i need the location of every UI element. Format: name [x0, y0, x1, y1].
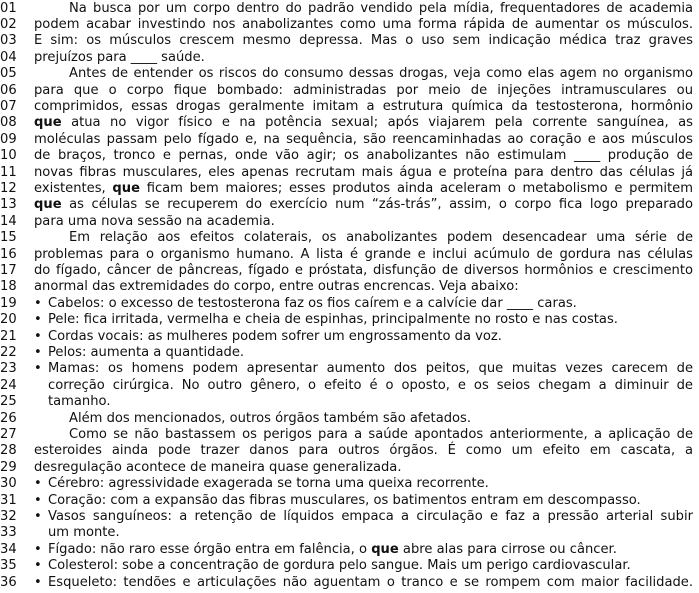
text-line	[0, 181, 699, 197]
text-line	[0, 99, 699, 115]
text-line	[0, 460, 699, 476]
line-text-body: esteroides ainda pode trazer danos para outros órgãos. É como um efeito em cascata, a	[34, 443, 693, 459]
line-number: 29	[0, 459, 17, 475]
line-text-body: novas fibras musculares, eles apenas recrutam mais água e proteína para dentro das células já	[34, 164, 693, 180]
line-text	[34, 329, 693, 345]
line-number: 34	[0, 541, 17, 557]
line-text-body: Pelos: aumenta a quantidade.	[48, 344, 245, 360]
line-number: 03	[0, 33, 17, 49]
line-number: 09	[0, 131, 17, 147]
text-line	[0, 1, 699, 17]
line-number: 35	[0, 558, 17, 574]
line-text	[34, 296, 693, 312]
line-number: 05	[0, 66, 17, 82]
line-number: 14	[0, 213, 17, 229]
line-text	[34, 345, 693, 361]
text-line	[0, 411, 699, 427]
line-text-body: Na busca por um corpo dentro do padrão vendido pela mídia, frequentadores de academia	[69, 0, 693, 16]
line-text	[34, 427, 693, 443]
text-line	[0, 165, 699, 181]
line-text	[48, 525, 693, 541]
line-text	[34, 230, 693, 246]
line-text-body: de braços, tronco e pernas, onde vão agir; os anabolizantes não estimulam ____ produção de	[34, 148, 693, 164]
line-text-body: E sim: os músculos crescem mesmo depressa. Mas o uso sem indicação médica traz graves	[34, 33, 693, 49]
text-line	[0, 558, 699, 574]
bold-que: que	[34, 115, 62, 131]
line-text-body: ficam bem maiores; esses produtos ainda aceleram o metabolismo e permitem	[139, 180, 693, 196]
line-text-body: tamanho.	[48, 394, 111, 410]
line-number: 10	[0, 148, 17, 164]
line-text	[34, 115, 693, 131]
line-text-body: Cérebro: agressividade exagerada se torna uma queixa recorrente.	[48, 476, 489, 492]
line-text	[34, 361, 693, 377]
line-text-body: anormal das extremidades do corpo, entre outras encrencas. Veja abaixo:	[34, 279, 519, 295]
text-line	[0, 476, 699, 492]
line-number: 19	[0, 295, 17, 311]
line-text-body: Vasos sanguíneos: a retenção de líquidos empaca a circulação e faz a pressão arterial subir	[48, 508, 693, 524]
text-line	[0, 214, 699, 230]
line-text	[34, 132, 693, 148]
line-text-body: Como se não bastassem os perigos para a saúde apontados anteriormente, a aplicação de	[69, 426, 693, 442]
line-text-body: do fígado, câncer de pâncreas, fígado e próstata, disfunção de diversos hormônios e crescimento	[34, 262, 693, 278]
line-text-body: Antes de entender os riscos do consumo dessas drogas, veja como elas agem no organismo	[69, 66, 693, 82]
line-text-body: Esqueleto: tendões e articulações não aguentam o tranco e se rompem com maior facilidade.	[48, 574, 693, 590]
line-text	[48, 378, 693, 394]
text-line	[0, 329, 699, 345]
line-text	[34, 509, 693, 525]
line-text	[34, 50, 693, 66]
line-text	[34, 214, 693, 230]
line-text-body: moléculas passam pelo fígado e, na sequência, são reencaminhadas ao coração e aos músculos	[34, 131, 693, 147]
line-text	[34, 460, 693, 476]
line-number: 32	[0, 508, 17, 524]
line-number: 13	[0, 197, 17, 213]
line-text	[34, 1, 693, 17]
line-text-body: Coração: com a expansão das fibras musculares, os batimentos entram em descompasso.	[48, 492, 641, 508]
line-text	[34, 17, 693, 33]
text-line	[0, 279, 699, 295]
line-number: 24	[0, 377, 17, 393]
text-line	[0, 361, 699, 377]
line-text	[34, 99, 693, 115]
line-text	[34, 279, 693, 295]
text-line	[0, 115, 699, 131]
line-number: 27	[0, 426, 17, 442]
line-number: 01	[0, 0, 17, 16]
line-text-body: para uma nova sessão na academia.	[34, 213, 275, 229]
line-text	[48, 394, 693, 410]
line-number: 18	[0, 279, 17, 295]
text-line	[0, 493, 699, 509]
line-text	[34, 312, 693, 328]
line-text	[34, 33, 693, 49]
line-text-body: abre alas para cirrose ou câncer.	[398, 541, 617, 557]
line-text	[34, 148, 693, 164]
line-text	[34, 181, 693, 197]
line-text-body: um monte.	[48, 525, 120, 541]
bold-que: que	[34, 197, 62, 213]
line-number: 31	[0, 492, 17, 508]
line-text	[34, 263, 693, 279]
bold-que: que	[112, 180, 140, 196]
text-line	[0, 525, 699, 541]
line-number: 33	[0, 525, 17, 541]
text-line	[0, 345, 699, 361]
line-number: 12	[0, 180, 17, 196]
text-line	[0, 197, 699, 213]
text-line	[0, 296, 699, 312]
text-line	[0, 132, 699, 148]
line-number: 22	[0, 344, 17, 360]
line-number: 15	[0, 230, 17, 246]
text-line	[0, 443, 699, 459]
line-number: 04	[0, 49, 17, 65]
line-text	[34, 443, 693, 459]
line-text-body: Em relação aos efeitos colaterais, os anabolizantes podem desencadear uma série de	[69, 230, 693, 246]
text-line	[0, 148, 699, 164]
text-line	[0, 83, 699, 99]
line-number: 30	[0, 476, 17, 492]
line-text-body: Colesterol: sobe a concentração de gordura pelo sangue. Mais um perigo cardiovascular.	[48, 558, 631, 574]
line-number: 36	[0, 574, 17, 590]
line-number: 02	[0, 16, 17, 32]
line-number: 21	[0, 328, 17, 344]
text-line	[0, 394, 699, 410]
text-line	[0, 427, 699, 443]
text-line	[0, 247, 699, 263]
line-number: 28	[0, 443, 17, 459]
line-text	[34, 542, 693, 558]
line-text-body: podem acabar investindo nos anabolizantes como uma forma rápida de aumentar os músculos.	[34, 16, 693, 32]
line-text-body: Cabelos: o excesso de testosterona faz os fios caírem e a calvície dar ____ caras.	[48, 295, 577, 311]
line-text	[34, 411, 693, 427]
line-text	[34, 575, 693, 591]
bold-que: que	[371, 541, 399, 557]
line-text	[34, 66, 693, 82]
line-text-lead: existentes,	[34, 180, 113, 196]
line-number: 23	[0, 361, 17, 377]
line-text-body: atua no vigor físico e na potência sexual; após viajarem pela corrente sanguínea, as	[61, 115, 693, 131]
text-line	[0, 50, 699, 66]
line-text-body: Pele: fica irritada, vermelha e cheia de espinhas, principalmente no rosto e nas costas.	[48, 312, 618, 328]
line-text-lead: Fígado: não raro esse órgão entra em falência, o	[48, 541, 372, 557]
line-number: 26	[0, 410, 17, 426]
text-line	[0, 230, 699, 246]
line-text-body: para que o corpo fique bombado: administradas por meio de injeções intramusculares ou	[34, 82, 693, 98]
line-number: 25	[0, 394, 17, 410]
line-text-body: comprimidos, essas drogas geralmente imitam a estrutura química da testosterona, hormônio	[34, 98, 693, 114]
line-text	[34, 558, 693, 574]
text-line	[0, 17, 699, 33]
line-text	[34, 476, 693, 492]
line-text-body: correção cirúrgica. No outro gênero, o efeito é o oposto, e os seios chegam a diminuir de	[48, 377, 693, 393]
line-text-body: Mamas: os homens podem apresentar aumento dos peitos, que muitas vezes carecem de	[48, 361, 693, 377]
text-line	[0, 66, 699, 82]
line-number: 08	[0, 115, 17, 131]
text-line	[0, 378, 699, 394]
line-text-body: Cordas vocais: as mulheres podem sofrer um engrossamento da voz.	[48, 328, 502, 344]
text-line	[0, 312, 699, 328]
line-text-body: desregulação acontece de maneira quase generalizada.	[34, 459, 402, 475]
text-line	[0, 542, 699, 558]
line-text	[34, 493, 693, 509]
line-text	[34, 247, 693, 263]
line-text-body: prejuízos para ____ saúde.	[34, 49, 205, 65]
text-line	[0, 509, 699, 525]
line-text	[34, 83, 693, 99]
line-text-body: Além dos mencionados, outros órgãos também são afetados.	[69, 410, 472, 426]
line-text	[34, 165, 693, 181]
line-number: 17	[0, 262, 17, 278]
text-line	[0, 263, 699, 279]
text-line	[0, 33, 699, 49]
line-number: 11	[0, 164, 17, 180]
line-text-body: problemas para o organismo humano. A lista é grande e inclui acúmulo de gordura nas células	[34, 246, 693, 262]
line-number: 07	[0, 98, 17, 114]
line-text-body: as células se recuperem do exercício num “zás-trás”, assim, o corpo fica logo preparado	[61, 197, 693, 213]
line-text	[34, 197, 693, 213]
line-number: 20	[0, 312, 17, 328]
text-line	[0, 575, 699, 591]
line-number: 16	[0, 246, 17, 262]
line-number: 06	[0, 82, 17, 98]
